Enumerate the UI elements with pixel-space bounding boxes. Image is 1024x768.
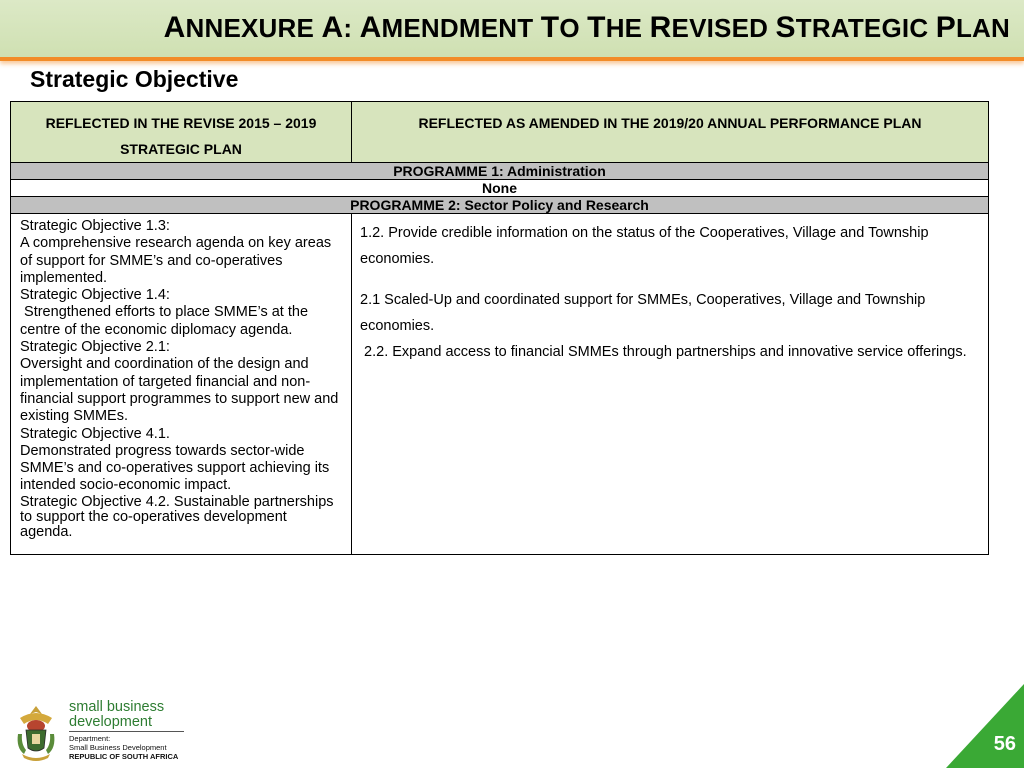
programme-value-row <box>11 180 989 197</box>
title-bar <box>0 0 1024 61</box>
dept-line-3: REPUBLIC OF SOUTH AFRICA <box>69 752 179 761</box>
objective-line: Strategic Objective 1.3: <box>20 218 170 234</box>
department-text <box>69 731 184 761</box>
title-initial: P <box>935 11 956 44</box>
slide-title <box>164 11 1010 45</box>
dept-line-1: Department: <box>69 734 111 743</box>
programme-row <box>11 197 989 214</box>
objective-line: A comprehensive research agenda on key areas of support for SMME’s and co-operatives implemented. <box>20 235 332 286</box>
objective-line: Demonstrated progress towards sector-wide SMME’s and co-operatives support achieving its intended socio-economic impact. <box>20 442 330 494</box>
title-initial: T <box>587 11 606 44</box>
department-logo <box>12 700 192 764</box>
programme-row <box>11 163 989 180</box>
objective-line: Strengthened efforts to place SMME’s at the centre of the economic diplomacy agenda. <box>20 304 313 338</box>
brand-name <box>69 700 164 730</box>
programme-1-value: None <box>11 180 989 197</box>
title-initial: A <box>321 11 344 44</box>
strategic-plan-objectives <box>11 214 352 555</box>
brand-line-1: small business <box>69 699 165 715</box>
objective-line: Strategic Objective 2.1: <box>20 339 170 356</box>
title-rest: HE <box>605 13 650 43</box>
programme-1-label: PROGRAMME 1: Administration <box>11 163 989 180</box>
page-number: 56 <box>993 733 1016 755</box>
title-initial: T <box>540 11 560 44</box>
table-row <box>11 214 989 555</box>
column-header-annual-plan: REFLECTED AS AMENDED IN THE 2019/20 ANNUAL PERFORMANCE PLAN <box>352 102 989 163</box>
objective-item: 2.2. Expand access to financial SMMEs through partnerships and innovative service offerings. <box>360 344 967 360</box>
title-rest: MENDMENT <box>381 13 541 43</box>
objective-item: 1.2. Provide credible information on the status of the Cooperatives, Village and Township economies. <box>360 225 929 267</box>
table-header-row <box>11 102 989 163</box>
title-initial: R <box>649 11 672 44</box>
title-rest: NNEXURE <box>185 13 322 43</box>
title-rest: O <box>559 13 588 43</box>
column-header-strategic-plan: REFLECTED IN THE REVISE 2015 – 2019 STRATEGIC PLAN <box>11 102 352 163</box>
title-rest: TRATEGIC <box>795 13 936 43</box>
section-subtitle: Strategic Objective <box>30 66 239 92</box>
coat-of-arms-icon <box>12 704 60 762</box>
title-rest: EVISED <box>671 13 776 43</box>
objective-line: Strategic Objective 4.2. Sustainable partnerships to support the co-operatives development agenda. <box>20 493 334 540</box>
objective-line: Oversight and coordination of the design and implementation of targeted financial and non-financial support programmes to support new and existing SMMEs. <box>20 356 339 425</box>
annual-plan-objectives <box>352 214 989 555</box>
objective-item: 2.1 Scaled-Up and coordinated support for SMMEs, Cooperatives, Village and Township economies. <box>360 292 926 334</box>
strategic-objective-table <box>10 101 989 555</box>
brand-line-2: development <box>69 714 153 730</box>
objective-line: Strategic Objective 1.4: <box>20 287 170 304</box>
title-rest: LAN <box>955 13 1010 43</box>
title-initial: A <box>163 11 186 44</box>
objective-line: Strategic Objective 4.1. <box>20 425 170 442</box>
title-initial: S <box>775 11 796 44</box>
dept-line-2: Small Business Development <box>69 743 167 752</box>
title-rest: : <box>343 13 360 43</box>
programme-2-label: PROGRAMME 2: Sector Policy and Research <box>11 197 989 214</box>
title-initial: A <box>359 11 382 44</box>
